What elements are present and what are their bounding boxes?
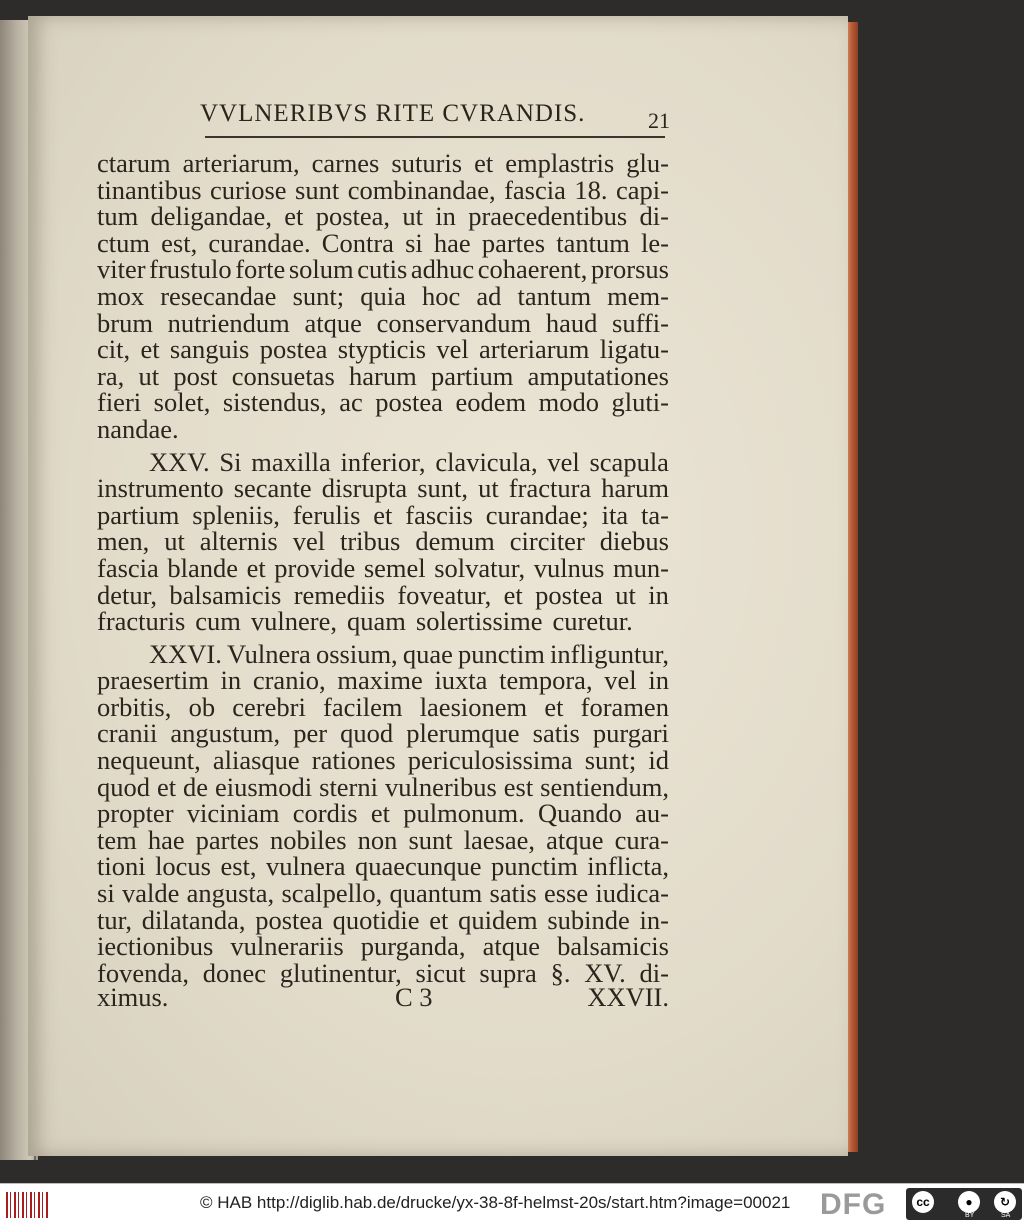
word: punctim xyxy=(490,851,578,882)
word: laesae, xyxy=(463,824,536,855)
word: purganda, xyxy=(360,931,466,962)
word: sentiendum, xyxy=(540,771,669,802)
word: curandae. xyxy=(208,227,311,258)
word: propter xyxy=(97,798,174,829)
word: tinantibus xyxy=(97,174,202,205)
word: inferior, xyxy=(340,446,426,477)
text-line xyxy=(97,552,669,583)
word: postea xyxy=(375,387,443,418)
final-word: ximus. xyxy=(97,982,169,1012)
word: vel xyxy=(436,334,469,365)
word: praesertim xyxy=(97,665,209,696)
word: ut xyxy=(402,201,423,232)
word: quae xyxy=(402,638,453,669)
word: arteriarum, xyxy=(182,148,300,178)
word: partium xyxy=(97,499,180,530)
word: secante xyxy=(233,473,312,504)
word: quod xyxy=(97,771,150,802)
word: punctim xyxy=(458,638,545,669)
page-number: 21 xyxy=(648,108,670,133)
text-line xyxy=(97,720,669,747)
text-line xyxy=(97,747,669,774)
word: vel xyxy=(292,526,326,557)
by-label: BY xyxy=(965,1212,975,1219)
word: tem xyxy=(97,824,137,855)
word: iudica- xyxy=(595,878,669,909)
word: et xyxy=(140,334,160,365)
word: est, xyxy=(161,227,198,258)
word: solvatur, xyxy=(434,552,526,583)
text-line xyxy=(97,771,669,802)
word: partium xyxy=(430,360,514,391)
word: hae xyxy=(147,824,185,855)
word: hoc xyxy=(421,280,461,311)
word: facilem xyxy=(323,691,403,722)
word: et xyxy=(370,798,390,829)
word: solet, xyxy=(153,387,211,418)
word: tribus xyxy=(340,526,401,557)
text-line xyxy=(97,800,669,827)
word: demum xyxy=(415,526,495,557)
word: sanguis xyxy=(169,334,250,365)
text-line xyxy=(97,880,669,907)
word: ut xyxy=(164,526,185,557)
word: ligatu- xyxy=(599,334,669,365)
word: sunt xyxy=(408,824,453,855)
by-icon: ● xyxy=(958,1191,980,1213)
word: atque xyxy=(304,307,362,338)
word: foramen xyxy=(580,691,669,722)
word: purgari xyxy=(592,718,669,749)
word: alternis xyxy=(199,526,278,557)
word: XXVI. xyxy=(149,638,222,669)
word: in xyxy=(648,665,669,696)
word: si xyxy=(405,227,423,258)
word: ctarum xyxy=(97,148,171,178)
word: eodem xyxy=(455,387,527,418)
text-line xyxy=(97,691,669,722)
word: nequeunt, xyxy=(97,745,201,776)
word: et xyxy=(246,552,266,583)
word: vulnerariis xyxy=(230,931,344,962)
word: nobiles xyxy=(270,824,347,855)
word: angustum, xyxy=(170,718,281,749)
word: adhuc xyxy=(410,254,475,285)
dfg-logo: DFG xyxy=(820,1188,887,1221)
text-line xyxy=(97,608,669,635)
word: satis xyxy=(489,878,537,909)
word: forte xyxy=(235,254,286,285)
word: ob xyxy=(188,691,216,722)
word: donec xyxy=(202,957,267,988)
word: deligandae, xyxy=(150,201,272,232)
word: est, xyxy=(220,851,257,882)
word: detur, xyxy=(97,579,158,610)
text-line xyxy=(97,475,669,502)
word: eiusmodi xyxy=(215,771,313,802)
word: blande xyxy=(167,552,239,583)
word: in- xyxy=(639,904,669,935)
word: ut xyxy=(615,579,636,610)
word: stypticis xyxy=(337,334,427,365)
word: per xyxy=(293,718,328,749)
word: maxime xyxy=(337,665,423,696)
text-line xyxy=(97,389,669,416)
word: conservandum xyxy=(376,307,532,338)
word: consuetas xyxy=(231,360,335,391)
word: atque xyxy=(482,931,540,962)
word: balsamicis xyxy=(169,579,282,610)
word: atque xyxy=(546,824,604,855)
word: vulnus xyxy=(533,552,605,583)
running-head: VVLNERIBVS RITE CVRANDIS. xyxy=(200,100,586,127)
word: curetur. xyxy=(552,606,633,637)
word: rationes xyxy=(311,745,396,776)
word: praecedentibus xyxy=(468,201,628,232)
word: provide xyxy=(274,552,356,583)
word: fascia xyxy=(97,552,159,583)
word: remediis xyxy=(293,579,385,610)
word: curandae; xyxy=(485,499,589,530)
word: brum xyxy=(97,307,153,338)
word: spleniis, xyxy=(192,499,280,530)
word: ita xyxy=(601,499,629,530)
word: postea, xyxy=(315,201,391,232)
word: suffi- xyxy=(612,307,669,338)
word: orbitis, xyxy=(97,691,172,722)
text-line xyxy=(97,203,669,230)
text-line xyxy=(97,227,669,258)
word: modo xyxy=(538,387,599,418)
word: 18. xyxy=(574,174,608,205)
word: amputationes xyxy=(527,360,669,391)
word: postea xyxy=(535,579,603,610)
word: cit, xyxy=(97,334,131,365)
word: combinandae, xyxy=(347,174,496,205)
word: cohaerent, xyxy=(477,254,588,285)
word: inflicta, xyxy=(587,851,669,882)
word: cerebri xyxy=(232,691,306,722)
word: solertissime xyxy=(415,606,543,637)
word: post xyxy=(173,360,218,391)
word: semel xyxy=(363,552,426,583)
word: arteriarum xyxy=(479,334,590,365)
word: mun- xyxy=(613,552,669,583)
word: cordis xyxy=(292,798,358,829)
text-line xyxy=(97,579,669,610)
word: subinde xyxy=(547,904,630,935)
viewer-footer xyxy=(0,1183,1024,1224)
word: fracturis xyxy=(97,606,186,637)
word: diebus xyxy=(599,526,669,557)
word: in xyxy=(220,665,242,696)
word: partes xyxy=(481,227,546,258)
text-line xyxy=(97,280,669,311)
word: tioni xyxy=(97,851,146,882)
text-line xyxy=(97,853,669,880)
text-line xyxy=(97,904,669,935)
word: glu- xyxy=(626,148,669,178)
word: vulnera xyxy=(266,851,346,882)
text-line xyxy=(97,256,669,283)
word: haud xyxy=(545,307,598,338)
word: ta- xyxy=(640,499,669,530)
word: tur, xyxy=(97,904,133,935)
word: circiter xyxy=(509,526,585,557)
word: iectionibus xyxy=(97,931,214,962)
text-line xyxy=(97,336,669,363)
word: tempora, xyxy=(499,665,593,696)
word: XV. xyxy=(584,957,626,988)
word: carnes xyxy=(311,148,380,178)
word: sistendus, xyxy=(222,387,327,418)
word: quotidie xyxy=(332,904,420,935)
word: quam xyxy=(347,606,406,637)
word: ut xyxy=(478,473,499,504)
word: supra xyxy=(479,957,537,988)
cc-icon: cc xyxy=(912,1191,934,1213)
word: et xyxy=(373,499,393,530)
word: men, xyxy=(97,526,150,557)
word: esse xyxy=(543,878,589,909)
word: vel xyxy=(604,665,637,696)
word: quantum xyxy=(389,878,483,909)
word: viciniam xyxy=(186,798,280,829)
word: sunt; xyxy=(584,745,637,776)
word: cura- xyxy=(614,824,669,855)
word: cum xyxy=(195,606,241,637)
red-page-edge xyxy=(848,22,858,1152)
word: est xyxy=(503,771,534,802)
word: id xyxy=(648,745,669,776)
word: cutis xyxy=(357,254,408,285)
word: sunt; xyxy=(292,280,345,311)
word: sicut xyxy=(415,957,466,988)
word: solum xyxy=(288,254,354,285)
word: emplastris xyxy=(505,148,615,178)
catchline xyxy=(97,982,669,1012)
word: capi- xyxy=(615,174,669,205)
word: partes xyxy=(195,824,259,855)
copyright-link[interactable]: © HAB http://diglib.hab.de/drucke/yx-38-8f-helmst-20s/start.htm?image=00021 xyxy=(200,1193,791,1212)
word: nandae. xyxy=(97,413,179,444)
word: §. xyxy=(550,957,571,988)
word: aliasque xyxy=(212,745,300,776)
word: non xyxy=(357,824,398,855)
word: glutinentur, xyxy=(279,957,402,988)
word: tum xyxy=(97,201,139,232)
word: quidem xyxy=(458,904,538,935)
word: locus xyxy=(155,851,211,882)
word: ad xyxy=(476,280,502,311)
word: si xyxy=(97,878,115,909)
word: maxilla xyxy=(251,446,331,477)
hab-barcode-logo xyxy=(6,1192,48,1218)
text-line xyxy=(97,446,669,477)
text-line xyxy=(97,638,669,669)
word: ossium, xyxy=(315,638,398,669)
word: de xyxy=(183,771,209,802)
word: di- xyxy=(639,957,669,988)
header-rule xyxy=(205,136,665,138)
text-line xyxy=(97,933,669,960)
word: viter xyxy=(97,254,146,285)
word: et xyxy=(474,148,494,178)
word: mox xyxy=(97,280,145,311)
word: fasciis xyxy=(405,499,473,530)
word: valde xyxy=(121,878,180,909)
word: disrupta xyxy=(321,473,408,504)
text-line xyxy=(97,150,669,177)
word: quod xyxy=(340,718,394,749)
word: fieri xyxy=(97,387,142,418)
word: Si xyxy=(219,446,242,477)
word: angusta, xyxy=(186,878,275,909)
word: resecandae xyxy=(160,280,277,311)
word: clavicula, xyxy=(435,446,538,477)
word: instrumento xyxy=(97,473,224,504)
word: ut xyxy=(138,360,160,391)
word: harum xyxy=(601,473,669,504)
word: tantum xyxy=(556,227,630,258)
word: in xyxy=(648,579,669,610)
word: mem- xyxy=(607,280,669,311)
word: vel xyxy=(547,446,580,477)
word: et xyxy=(429,904,449,935)
word: ra, xyxy=(97,360,125,391)
cc-license-badge[interactable] xyxy=(906,1188,1022,1220)
word: Contra xyxy=(321,227,394,258)
word: quia xyxy=(360,280,406,311)
word: et xyxy=(156,771,177,802)
word: fovenda, xyxy=(97,957,189,988)
word: au- xyxy=(635,798,669,829)
word: sunt xyxy=(295,174,340,205)
word: fractura xyxy=(508,473,592,504)
word: fascia xyxy=(504,174,566,205)
catchword: XXVII. xyxy=(587,982,669,1012)
body-text xyxy=(97,150,669,986)
word: prorsus xyxy=(590,254,669,285)
word: et xyxy=(544,691,564,722)
word: plerumque xyxy=(406,718,520,749)
text-line xyxy=(97,667,669,694)
word: hae xyxy=(433,227,471,258)
word: dilatanda, xyxy=(141,904,246,935)
text-line xyxy=(97,413,669,444)
text-line xyxy=(97,360,669,391)
word: tantum xyxy=(517,280,592,311)
word: cranio, xyxy=(252,665,326,696)
text-line xyxy=(97,499,669,530)
sa-label: SA xyxy=(1001,1212,1011,1219)
word: et xyxy=(503,579,523,610)
word: infliguntur, xyxy=(550,638,669,669)
word: cranii xyxy=(97,718,158,749)
word: XXV. xyxy=(149,446,210,477)
word: Quando xyxy=(537,798,622,829)
word: et xyxy=(284,201,304,232)
text-line xyxy=(97,528,669,555)
word: nutriendum xyxy=(167,307,290,338)
word: postea xyxy=(255,904,323,935)
word: iuxta xyxy=(434,665,488,696)
word: quaecunque xyxy=(354,851,482,882)
word: suturis xyxy=(391,148,463,178)
word: harum xyxy=(349,360,417,391)
word: sunt, xyxy=(417,473,469,504)
text-line xyxy=(97,174,669,205)
word: Vulnera xyxy=(227,638,311,669)
word: vulnere, xyxy=(250,606,338,637)
word: ctum xyxy=(97,227,150,258)
word: frustulo xyxy=(149,254,232,285)
word: periculosissima xyxy=(407,745,573,776)
text-line xyxy=(97,307,669,338)
signature-mark: C 3 xyxy=(395,982,433,1012)
word: scapula xyxy=(589,446,669,477)
word: in xyxy=(435,201,456,232)
word: le- xyxy=(641,227,669,258)
word: balsamicis xyxy=(557,931,669,962)
word: satis xyxy=(532,718,580,749)
word: scalpello, xyxy=(281,878,383,909)
word: gluti- xyxy=(611,387,669,418)
word: postea xyxy=(259,334,328,365)
sa-icon: ↻ xyxy=(994,1191,1016,1213)
word: curiose xyxy=(210,174,287,205)
word: foveatur, xyxy=(397,579,492,610)
word: sterni xyxy=(319,771,378,802)
word: di- xyxy=(639,201,669,232)
text-line xyxy=(97,824,669,855)
word: pulmonum. xyxy=(403,798,525,829)
word: laesionem xyxy=(419,691,528,722)
word: ac xyxy=(339,387,363,418)
word: ferulis xyxy=(292,499,361,530)
word: vulneribus xyxy=(384,771,497,802)
